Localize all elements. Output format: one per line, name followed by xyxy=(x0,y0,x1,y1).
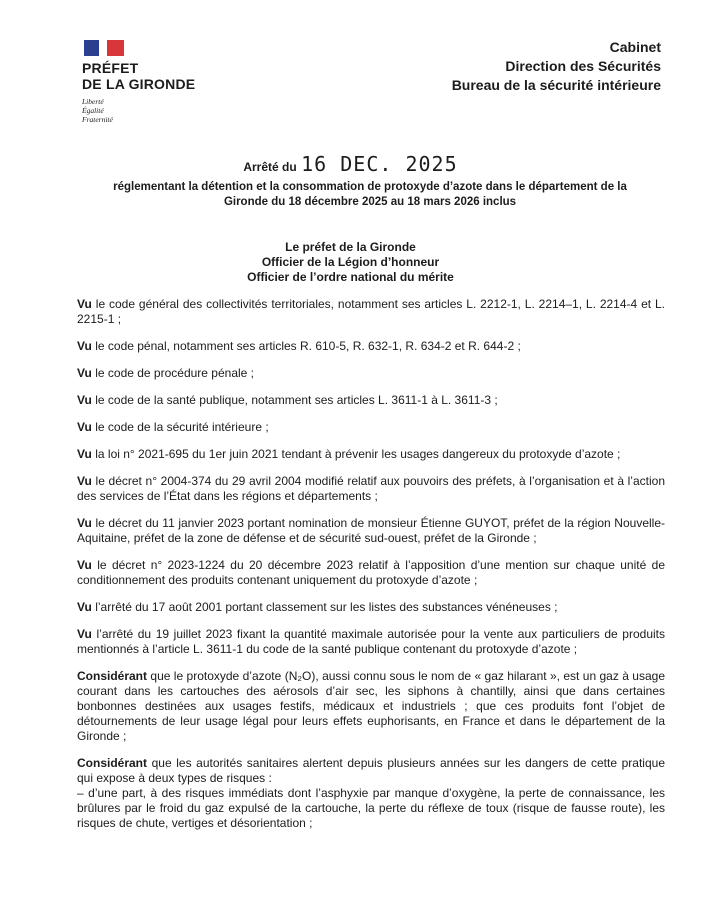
visa-paragraph: Vu l’arrêté du 19 juillet 2023 fixant la quantité maximale autorisée pour la vente aux particuliers de produits mentionnés à l’article L. 3611-1 du code de la santé publique contenant du protoxyde d’azote ; xyxy=(77,627,665,656)
issuing-department xyxy=(452,38,661,95)
visa-paragraph: Vu le décret n° 2004-374 du 29 avril 2004 modifié relatif aux pouvoirs des préfets, à l’organisation et à l’action des services de l’État dans les régions et départements ; xyxy=(77,474,665,503)
decree-date-stamp: 16 DEC. 2025 xyxy=(301,152,458,176)
marianne-flag-icon xyxy=(84,40,124,56)
decree-label: Arrêté du xyxy=(243,160,297,174)
visa-paragraph: Vu le décret n° 2023-1224 du 20 décembre 2023 relatif à l’apposition d’une mention sur chaque unité de conditionnement des produits contenant uniquement du protoxyde d’azote ; xyxy=(77,558,665,587)
authority-line: Officier de l’ordre national du mérite xyxy=(247,270,454,284)
visa-paragraph: Vu l’arrêté du 17 août 2001 portant classement sur les listes des substances vénéneuses ; xyxy=(77,600,558,614)
visa-paragraph: Vu le code pénal, notamment ses articles R. 610-5, R. 632-1, R. 634-2 et R. 644-2 ; xyxy=(77,339,521,353)
republic-motto: Liberté Égalité Fraternité xyxy=(82,97,113,124)
department-line: Direction des Sécurités xyxy=(505,58,661,74)
considerant-paragraph: Considérant que les autorités sanitaires alertent depuis plusieurs années sur les dangers de cette pratique qui expose à deux types de risques : – d’une part, à des risques immédiats dont l’asphyxie par manque d’oxygène, la perte de connaissance, les brûlures par le froid du gaz expulsé de la cartouche, la perte du réflexe de toux (risque de fausse route), les risques de chute, vertiges et désorientation ; xyxy=(77,756,665,830)
authority-line: Officier de la Légion d’honneur xyxy=(261,255,440,269)
visa-paragraph: Vu le code de la sécurité intérieure ; xyxy=(77,420,269,434)
visa-paragraph: Vu le code de procédure pénale ; xyxy=(77,366,255,380)
decree-title xyxy=(0,152,701,176)
visa-paragraph: Vu le code de la santé publique, notamment ses articles L. 3611-1 à L. 3611-3 ; xyxy=(77,393,498,407)
decree-body xyxy=(77,297,665,843)
visa-paragraph: Vu le code général des collectivités territoriales, notamment ses articles L. 2212-1, L. 2214–1, L. 2214-4 et L. 2215-1 ; xyxy=(77,297,665,326)
authority-block xyxy=(0,240,701,285)
risk-list-item: – d’une part, à des risques immédiats dont l’asphyxie par manque d’oxygène, la perte de connaissance, les brûlures par le froid du gaz expulsé de la cartouche, la perte du réflexe de toux (risque de fausse route), les risques de chute, vertiges et désorientation ; xyxy=(77,786,665,830)
decree-subject: réglementant la détention et la consommation de protoxyde d’azote dans le département de la Gironde du 18 décembre 2025 au 18 mars 2026 inclus xyxy=(113,181,627,208)
department-line: Cabinet xyxy=(609,39,661,55)
considerant-paragraph: Considérant que le protoxyde d’azote (N₂O), aussi connu sous le nom de « gaz hilarant », est un gaz à usage courant dans les cartouches des aérosols d’air sec, les siphons à chantilly, ainsi que dans certaines bonbonnes destinées aux usages festifs, médicaux et industriels ; que ces produits font l’objet de détournements de leur usage légal pour leurs effets euphorisants, en France et dans le département de la Gironde ; xyxy=(77,669,665,743)
visa-paragraph: Vu le décret du 11 janvier 2023 portant nomination de monsieur Étienne GUYOT, préfet de la région Nouvelle-Aquitaine, préfet de la zone de défense et de sécurité sud-ouest, préfet de la Gironde ; xyxy=(77,516,665,545)
authority-line: Le préfet de la Gironde xyxy=(285,240,416,254)
prefecture-logo xyxy=(82,40,222,124)
prefecture-name: PRÉFET DE LA GIRONDE xyxy=(82,60,196,92)
department-line: Bureau de la sécurité intérieure xyxy=(451,77,661,93)
visa-paragraph: Vu la loi n° 2021-695 du 1er juin 2021 tendant à prévenir les usages dangereux du protoxyde d’azote ; xyxy=(77,447,621,461)
